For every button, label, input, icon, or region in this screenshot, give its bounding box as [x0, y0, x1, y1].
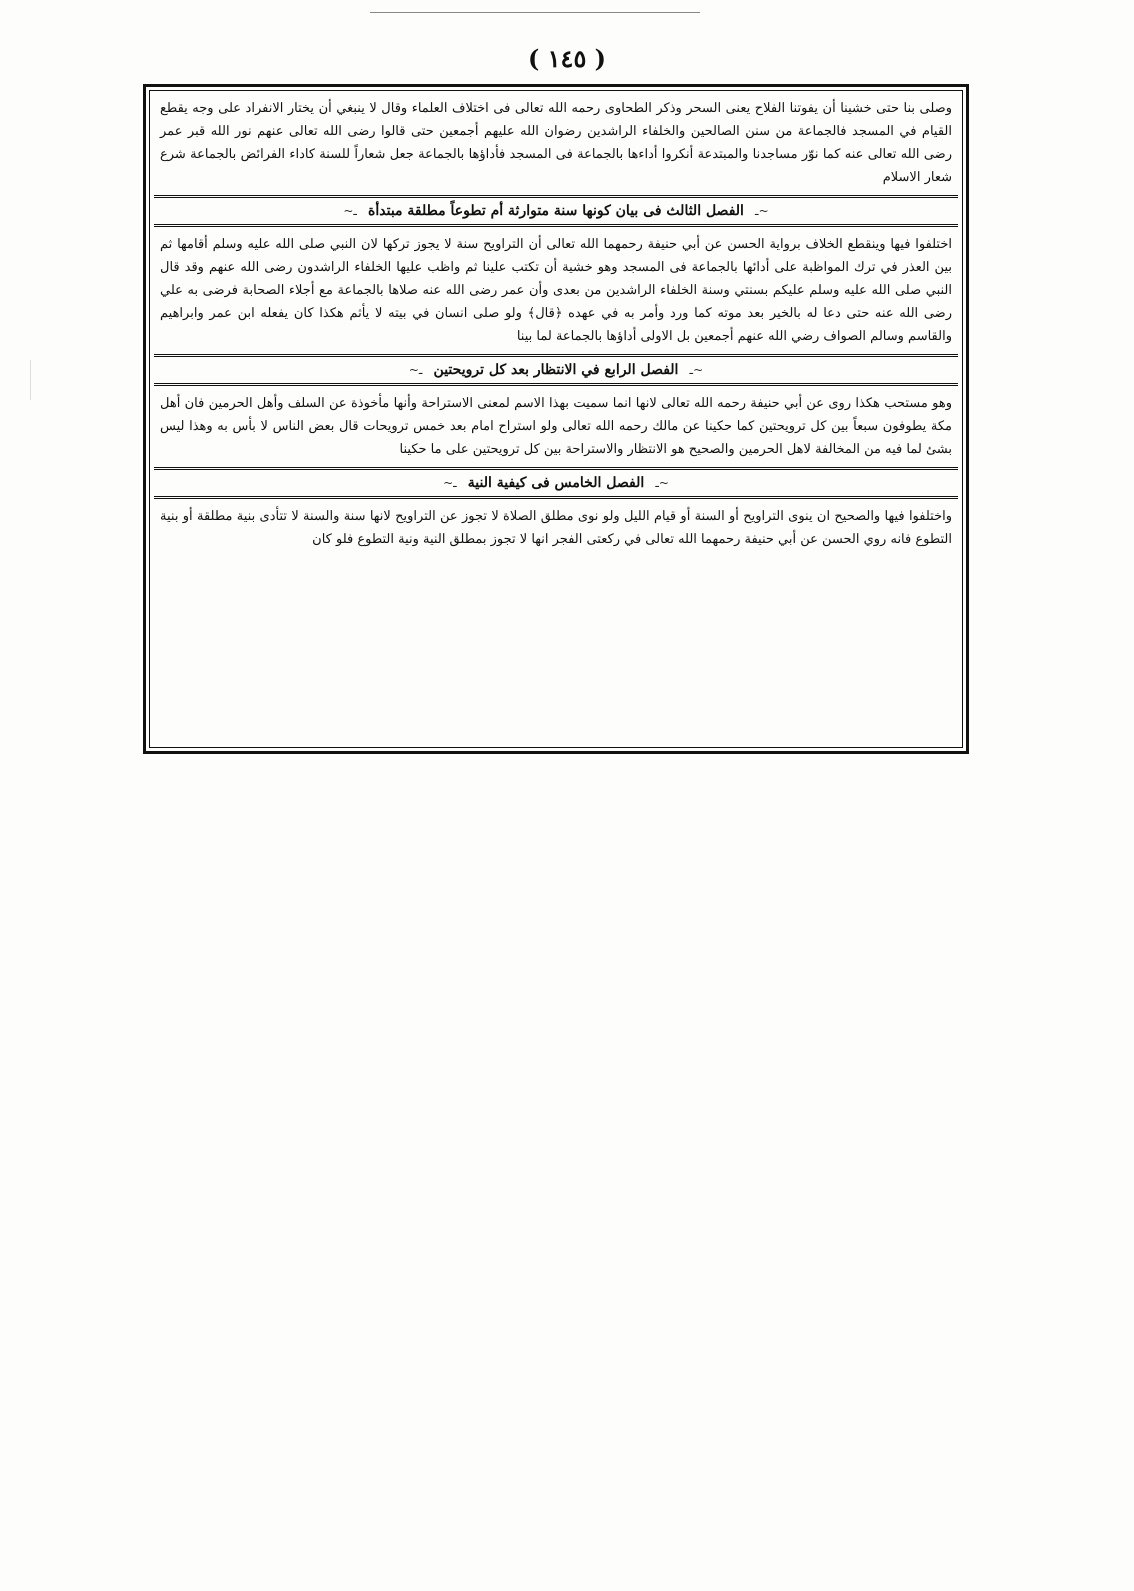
section-header-4 [154, 354, 958, 386]
ornament-icon: ـ~ [408, 363, 423, 377]
ornament-icon: ـ~ [343, 204, 357, 218]
paragraph-1: وصلى بنا حتى خشينا أن يفوتنا الفلاح يعنى السحر وذكر الطحاوى رحمه الله تعالى فى اختلاف العلماء وقال لا ينبغي أن يختار الانفراد على وجه يقطع القيام في المسجد فالجماعة من سنن الصالحين والخلفاء الراشدين رضوان الله عليهم أجمعين حتى قالوا رضى الله تعالى عنهم نور الله قبر عمر رضى الله تعالى عنه كما نوّر مساجدنا والمبتدعة أنكروا أداءها بالجماعة فى المسجد فأداؤها بالجماعة جعل شعاراً للسنة كاداء الفرائض بالجماعة شرع شعار الاسلام [160, 101, 952, 185]
section-title-4: الفصل الرابع في الانتظار بعد كل ترويحتين [433, 362, 679, 378]
text-frame-inner [149, 90, 963, 748]
text-frame [143, 84, 969, 754]
section-header-3 [154, 195, 958, 227]
page-number: ( ١٤٥ ) [527, 44, 607, 73]
top-rule [370, 12, 700, 13]
section-title-5: الفصل الخامس فى كيفية النية [467, 475, 645, 491]
ornament-icon: ~ـ [655, 476, 669, 490]
paragraph-5: واختلفوا فيها والصحيح ان ينوى التراويح أو السنة أو قيام الليل ولو نوى مطلق الصلاة لا تجوز عن التراويح لانها سنة والسنة لا تتأدى بنية مطلقة أو بنية التطوع فانه روي الحسن عن أبي حنيفة رحمهما الله تعالى في ركعتى الفجر انها لا تجوز بمطلق النية ونية التطوع فلو كان [160, 509, 952, 547]
ornament-icon: ـ~ [443, 476, 457, 490]
scan-mark [30, 360, 31, 400]
paragraph-3: اختلفوا فيها وينقطع الخلاف برواية الحسن عن أبي حنيفة رحمهما الله تعالى أن التراويح سنة لا يجوز تركها لان النبي صلى الله عليه وسلم أقامها ثم بين العذر في ترك المواظبة على أدائها بالجماعة فى المسجد وهو خشية أن تكتب علينا ثم واظب عليها الخلفاء الراشدون رضى الله عنهم وقد قال النبي صلى الله عليه وسلم عليكم بسنتي وسنة الخلفاء الراشدين من بعدى وأن عمر رضى الله عنه صلاها بالجماعة مع أجلاء الصحابة فرضى به علي رضى الله عنه حتى دعا له بالخير بعد موته كما ورد وأمر به في عهده ﴿قال﴾ ولو صلى انسان في بيته لا يأثم هكذا كان يفعله ابن عمر وابراهيم والقاسم وسالم الصواف رضي الله عنهم أجمعين بل الاولى أداؤها بالجماعة لما بينا [160, 237, 952, 344]
section-title-3: الفصل الثالث فى بيان كونها سنة متوارثة أم تطوعاً مطلقة مبتدأة [368, 203, 744, 219]
section-header-5 [154, 467, 958, 499]
ornament-icon: ~ـ [755, 204, 769, 218]
ornament-icon: ~ـ [689, 363, 704, 377]
paragraph-4: وهو مستحب هكذا روى عن أبي حنيفة رحمه الله تعالى لانها انما سميت بهذا الاسم لمعنى الاستراحة وأنها مأخوذة عن السلف وأهل الحرمين فان أهل مكة يطوفون سبعاً بين كل ترويحتين كما حكينا عن مالك رحمه الله تعالى ولو استراح امام بعد خمس ترويحات قال بعض الناس لا بأس به وهذا ليس بشئ لما فيه من المخالفة لاهل الحرمين والصحيح هو الانتظار والاستراحة بين كل ترويحتين على ما حكينا [160, 396, 952, 457]
